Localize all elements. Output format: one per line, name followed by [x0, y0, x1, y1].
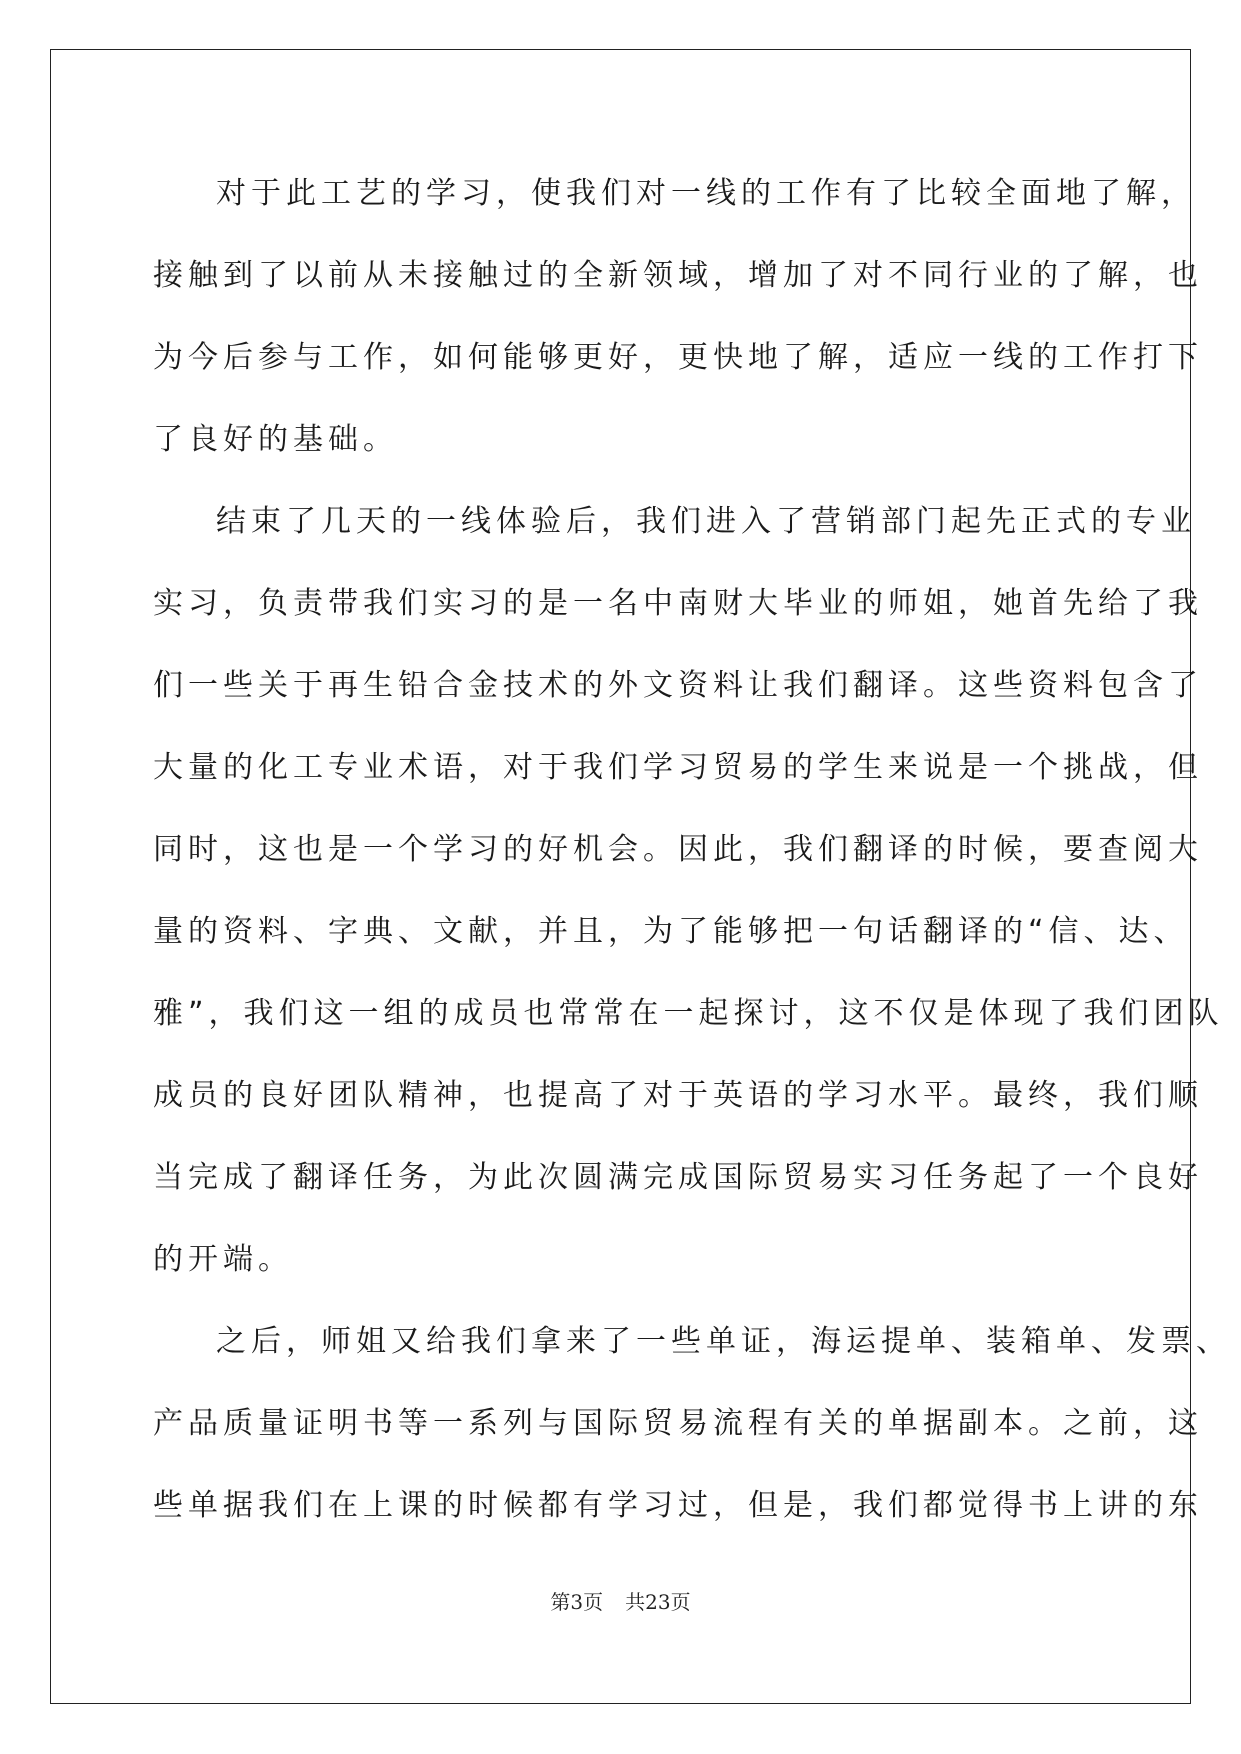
- page-footer: [0, 1586, 1241, 1615]
- text-line: 雅”，我们这一组的成员也常常在一起探讨，这不仅是体现了我们团队: [153, 996, 1224, 1031]
- text-line: 了良好的基础。: [153, 422, 398, 457]
- text-line: 为今后参与工作，如何能够更好，更快地了解，适应一线的工作打下: [153, 340, 1203, 375]
- text-line: 大量的化工专业术语，对于我们学习贸易的学生来说是一个挑战，但: [153, 750, 1203, 785]
- text-line: 们一些关于再生铅合金技术的外文资料让我们翻译。这些资料包含了: [153, 668, 1203, 703]
- text-line: 同时，这也是一个学习的好机会。因此，我们翻译的时候，要查阅大: [153, 832, 1203, 867]
- text-line: 对于此工艺的学习，使我们对一线的工作有了比较全面地了解，: [216, 176, 1196, 211]
- text-line: 些单据我们在上课的时候都有学习过，但是，我们都觉得书上讲的东: [153, 1488, 1203, 1523]
- paragraph: [153, 153, 1203, 481]
- paragraph: [153, 481, 1224, 1301]
- document-body: [153, 153, 1231, 1547]
- text-line: 成员的良好团队精神，也提高了对于英语的学习水平。最终，我们顺: [153, 1078, 1203, 1113]
- page-total: 共23页: [625, 1590, 691, 1614]
- text-line: 的开端。: [153, 1242, 293, 1277]
- text-line: 结束了几天的一线体验后，我们进入了营销部门起先正式的专业: [216, 504, 1196, 539]
- paragraph: [153, 1301, 1231, 1547]
- page-number: 第3页: [550, 1590, 604, 1614]
- text-line: 实习，负责带我们实习的是一名中南财大毕业的师姐，她首先给了我: [153, 586, 1203, 621]
- text-line: 量的资料、字典、文献，并且，为了能够把一句话翻译的“信、达、: [153, 914, 1189, 949]
- text-line: 产品质量证明书等一系列与国际贸易流程有关的单据副本。之前，这: [153, 1406, 1203, 1441]
- text-line: 接触到了以前从未接触过的全新领域，增加了对不同行业的了解，也: [153, 258, 1203, 293]
- text-line: 当完成了翻译任务，为此次圆满完成国际贸易实习任务起了一个良好: [153, 1160, 1203, 1195]
- text-line: 之后，师姐又给我们拿来了一些单证，海运提单、装箱单、发票、: [216, 1324, 1231, 1359]
